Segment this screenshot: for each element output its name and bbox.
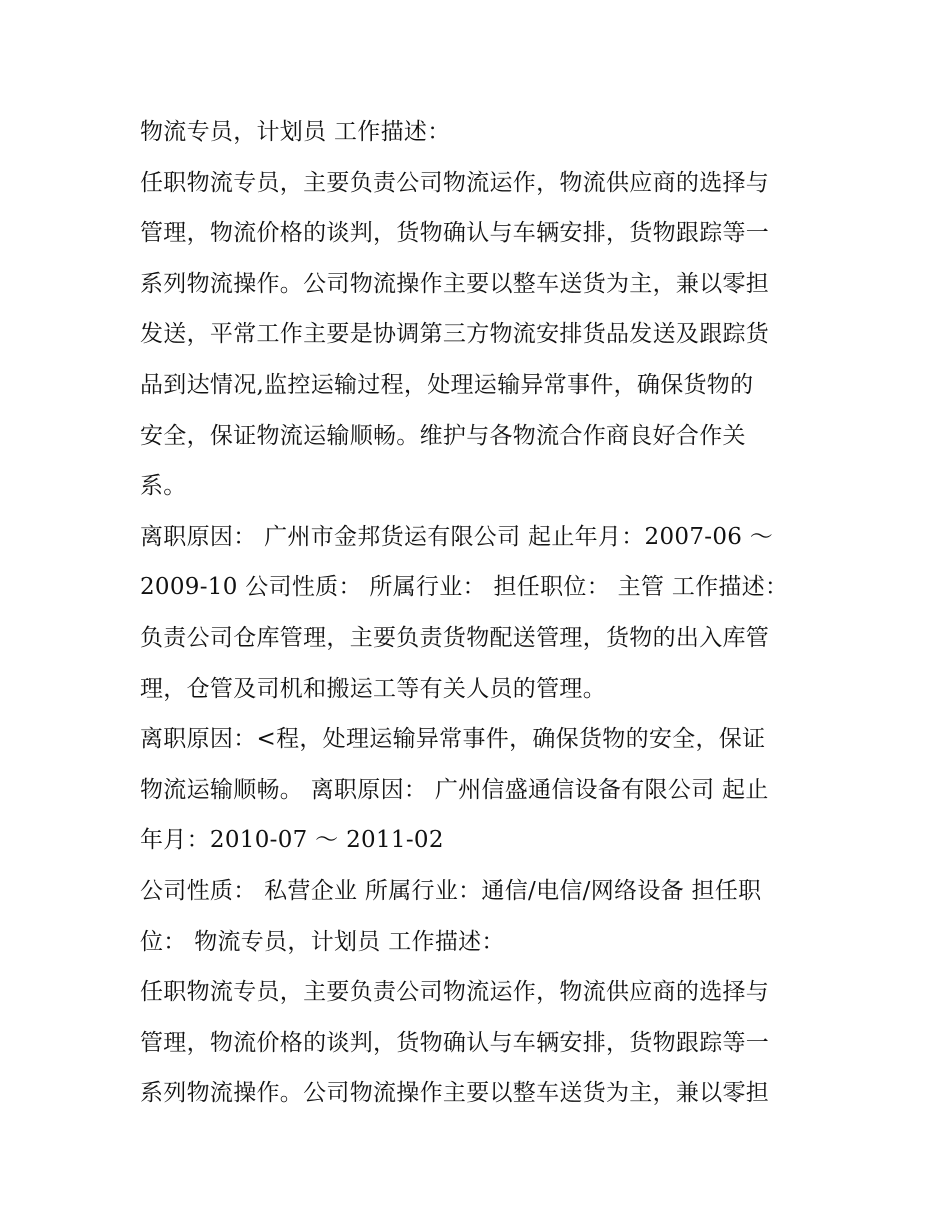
text-line: 系。 (140, 473, 187, 500)
text-line: 离职原因：<程，处理运输异常事件，确保货物的安全，保证 (140, 726, 766, 753)
text-line: 系列物流操作。公司物流操作主要以整车送货为主，兼以零担 (140, 270, 770, 297)
text-line: 品到达情况,监控运输过程，处理运输异常事件，确保货物的 (140, 371, 754, 398)
text-line: 物流运输顺畅。 离职原因： 广州信盛通信设备有限公司 起止 (140, 776, 769, 803)
text-line: 理，仓管及司机和搬运工等有关人员的管理。 (140, 675, 606, 702)
text-line: 物流专员，计划员 工作描述： (140, 119, 451, 145)
text-line: 任职物流专员，主要负责公司物流运作，物流供应商的选择与 (140, 979, 770, 1006)
text-line: 管理，物流价格的谈判，货物确认与车辆安排，货物跟踪等一 (140, 220, 770, 247)
text-line: 任职物流专员，主要负责公司物流运作，物流供应商的选择与 (140, 169, 770, 196)
text-line: 管理，物流价格的谈判，货物确认与车辆安排，货物跟踪等一 (140, 1029, 770, 1056)
text-line: 负责公司仓库管理，主要负责货物配送管理，货物的出入库管 (140, 624, 770, 651)
text-line: 离职原因： 广州市金邦货运有限公司 起止年月：2007-06 ～ (140, 523, 774, 550)
text-line: 发送，平常工作主要是协调第三方物流安排货品发送及跟踪货 (140, 321, 770, 348)
text-line: 公司性质： 私营企业 所属行业：通信/电信/网络设备 担任职 (140, 877, 762, 904)
text-line: 安全，保证物流运输顺畅。维护与各物流合作商良好合作关 (140, 422, 746, 449)
text-line: 年月：2010-07 ～ 2011-02 (140, 827, 444, 854)
text-line: 2009-10 公司性质： 所属行业： 担任职位： 主管 工作描述： (140, 574, 789, 601)
document-body (140, 107, 820, 1119)
text-line: 系列物流操作。公司物流操作主要以整车送货为主，兼以零担 (140, 1080, 770, 1107)
text-line: 位： 物流专员，计划员 工作描述： (140, 928, 505, 955)
